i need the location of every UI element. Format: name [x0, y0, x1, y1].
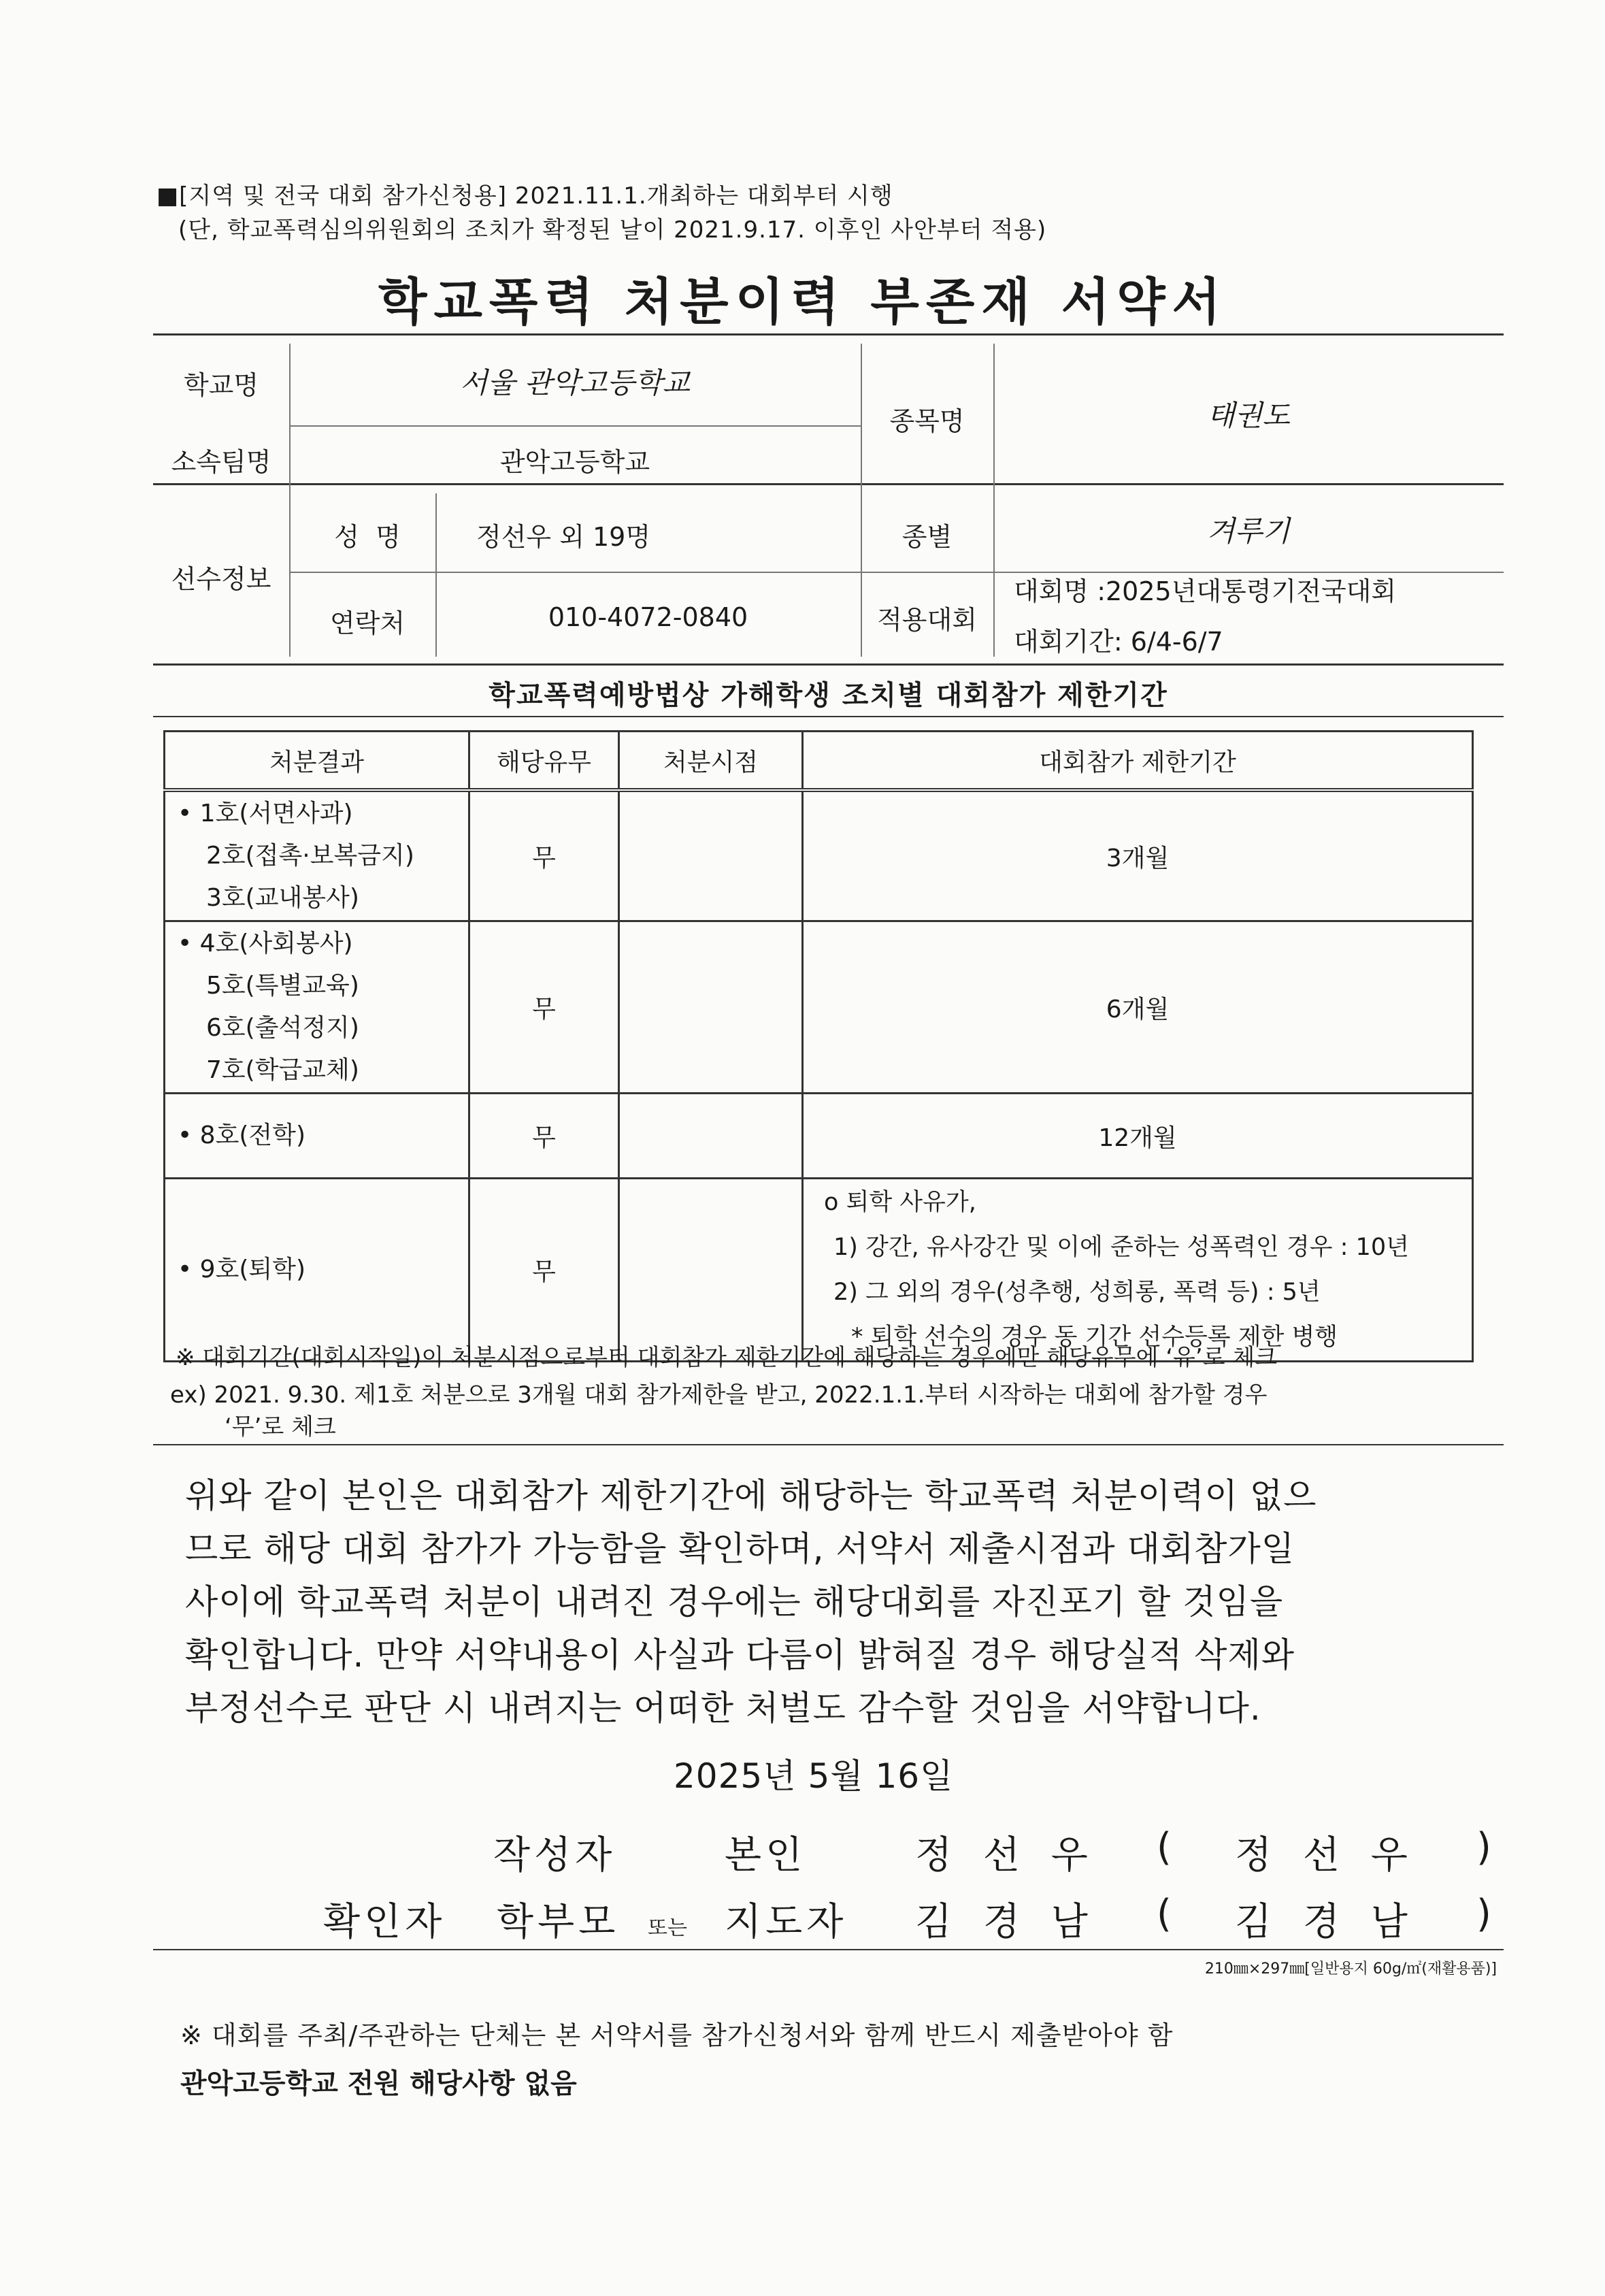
sport-label: 종목명: [889, 406, 965, 436]
player-info-label: 선수정보: [171, 564, 271, 594]
table-row: [165, 1094, 1473, 1179]
writer-sign-open-paren: (: [1157, 1825, 1176, 1869]
header-time: 처분시점: [619, 732, 803, 791]
school-value: 서울 관악고등학교: [460, 366, 690, 399]
result-cell: [165, 921, 469, 1094]
header-line-1: ■[지역 및 전국 대회 참가신청용] 2021.11.1.개최하는 대회부터 시행: [156, 182, 893, 210]
footer-note: ※ 대회를 주최/주관하는 단체는 본 서약서를 참가신청서와 함께 반드시 제출받아야 함: [180, 2020, 1174, 2050]
header-result: 처분결과: [165, 732, 469, 791]
restriction-subtitle: 학교폭력예방법상 가해학생 조치별 대회참가 제한기간: [489, 680, 1168, 711]
table-header-row: [165, 732, 1473, 791]
confirmer-signature: 김 경 남: [1235, 1900, 1417, 1944]
expulsion-note: o 퇴학 사유가,: [824, 1189, 976, 1216]
pledge-line-3: 사이에 학교폭력 처분이 내려진 경우에는 해당대회를 자진포기 할 것임을: [185, 1582, 1284, 1622]
time-cell: [619, 921, 803, 1094]
pledge-line-4: 확인합니다. 만약 서약내용이 사실과 다름이 밝혀질 경우 해당실적 삭제와: [185, 1635, 1295, 1675]
team-value: 관악고등학교: [499, 447, 650, 477]
time-cell: [619, 1094, 803, 1179]
result-item: • 4호(사회봉사): [178, 930, 353, 957]
note-line-2: ex) 2021. 9.30. 제1호 처분으로 3개월 대회 참가제한을 받고, 2022.1.1.부터 시작하는 대회에 참가할 경우: [170, 1381, 1268, 1409]
header-status: 해당유무: [469, 732, 619, 791]
result-item: 3호(교내봉사): [206, 884, 359, 912]
info-top-border: [153, 333, 1504, 335]
result-item: • 8호(전학): [178, 1121, 305, 1149]
table-row: [165, 1179, 1473, 1362]
result-cell: [165, 790, 469, 921]
table-row: [165, 921, 1473, 1094]
pledge-line-2: 므로 해당 대회 참가가 가능함을 확인하며, 서약서 제출시점과 대회참가일: [185, 1529, 1295, 1569]
writer-sign-close-paren: ): [1476, 1825, 1495, 1869]
signature-divider: [153, 1949, 1504, 1950]
note-line-3: ‘무’로 체크: [225, 1413, 336, 1441]
competition-name: 대회명 :2025년대통령기전국대회: [1014, 576, 1397, 606]
subtitle-underline: [153, 716, 1504, 717]
result-item: 7호(학급교체): [206, 1056, 359, 1084]
sport-value: 태권도: [1207, 399, 1290, 432]
result-item: 5호(특별교육): [206, 972, 359, 1000]
result-item: • 1호(서면사과): [178, 800, 353, 827]
info-col-divider-1: [289, 344, 291, 657]
period-cell: [803, 1179, 1473, 1362]
document-title: 학교폭력 처분이력 부존재 서약서: [378, 273, 1228, 331]
event-label: 종별: [901, 522, 953, 552]
event-value: 겨루기: [1207, 514, 1290, 548]
status-cell: 무: [469, 1094, 619, 1179]
confirmer-name: 김 경 남: [915, 1900, 1097, 1944]
restriction-table: [163, 730, 1474, 1362]
confirmer-role-parent: 학부모: [497, 1900, 620, 1944]
table-row: [165, 790, 1473, 921]
confirmer-label: 확인자: [323, 1900, 446, 1944]
pledge-line-1: 위와 같이 본인은 대회참가 제한기간에 해당하는 학교폭력 처분이력이 없으: [185, 1476, 1317, 1515]
period-cell: 3개월: [803, 790, 1473, 921]
result-item: 6호(출석정지): [206, 1014, 359, 1042]
competition-period: 대회기간: 6/4-6/7: [1014, 627, 1223, 657]
confirmer-or: 또는: [648, 1916, 687, 1940]
writer-role: 본인: [725, 1833, 807, 1877]
time-cell: [619, 1179, 803, 1362]
result-item: 2호(접촉·보복금지): [206, 842, 414, 870]
info-mid-border: [153, 483, 1504, 485]
footer-handwritten-note: 관악고등학교 전원 해당사항 없음: [180, 2068, 577, 2099]
writer-signature: 정 선 우: [1235, 1833, 1417, 1877]
name-value: 정선우 외 19명: [476, 522, 651, 552]
result-cell: [165, 1094, 469, 1179]
team-label: 소속팀명: [171, 447, 271, 477]
pledge-line-5: 부정선수로 판단 시 내려지는 어떠한 처벌도 감수할 것임을 서약합니다.: [185, 1688, 1261, 1728]
header-period: 대회참가 제한기간: [803, 732, 1473, 791]
period-cell: 12개월: [803, 1094, 1473, 1179]
expulsion-note: 2) 그 외의 경우(성추행, 성희롱, 폭력 등) : 5년: [833, 1279, 1321, 1306]
name-label: 성 명: [334, 522, 401, 552]
pledge-date: 2025년 5월 16일: [674, 1756, 954, 1796]
paper-spec: 210㎜×297㎜[일반용지 60g/㎡(재활용품)]: [1204, 1961, 1497, 1978]
notes-divider: [153, 1444, 1504, 1445]
confirmer-sign-open-paren: (: [1157, 1892, 1176, 1936]
header-line-2: (단, 학교폭력심의위원회의 조치가 확정된 날이 2021.9.17. 이후인 사안부터 적용): [178, 216, 1047, 244]
school-label: 학교명: [183, 370, 259, 400]
confirmer-role-coach: 지도자: [725, 1900, 848, 1944]
confirmer-sign-close-paren: ): [1476, 1892, 1495, 1936]
status-cell: 무: [469, 1179, 619, 1362]
result-item: • 9호(퇴학): [178, 1256, 305, 1283]
time-cell: [619, 790, 803, 921]
info-bottom-border: [153, 663, 1504, 666]
period-cell: 6개월: [803, 921, 1473, 1094]
info-col-divider-3: [993, 344, 995, 657]
writer-name: 정 선 우: [915, 1833, 1097, 1877]
status-cell: 무: [469, 790, 619, 921]
note-line-1: ※ 대회기간(대회시작일)이 처분시점으로부터 대회참가 제한기간에 해당하는 경우에만 해당유무에 ‘유’로 체크: [176, 1344, 1278, 1371]
contact-label: 연락처: [329, 608, 406, 638]
competition-label: 적용대회: [877, 605, 977, 635]
status-cell: 무: [469, 921, 619, 1094]
expulsion-note: 1) 강간, 유사강간 및 이에 준하는 성폭력인 경우 : 10년: [833, 1234, 1409, 1261]
writer-label: 작성자: [493, 1833, 616, 1877]
contact-value: 010-4072-0840: [548, 602, 748, 632]
expulsion-note: * 퇴학 선수의 경우 동 기간 선수등록 제한 병행: [851, 1324, 1338, 1351]
info-row-divider-1: [289, 425, 861, 427]
result-cell: [165, 1179, 469, 1362]
